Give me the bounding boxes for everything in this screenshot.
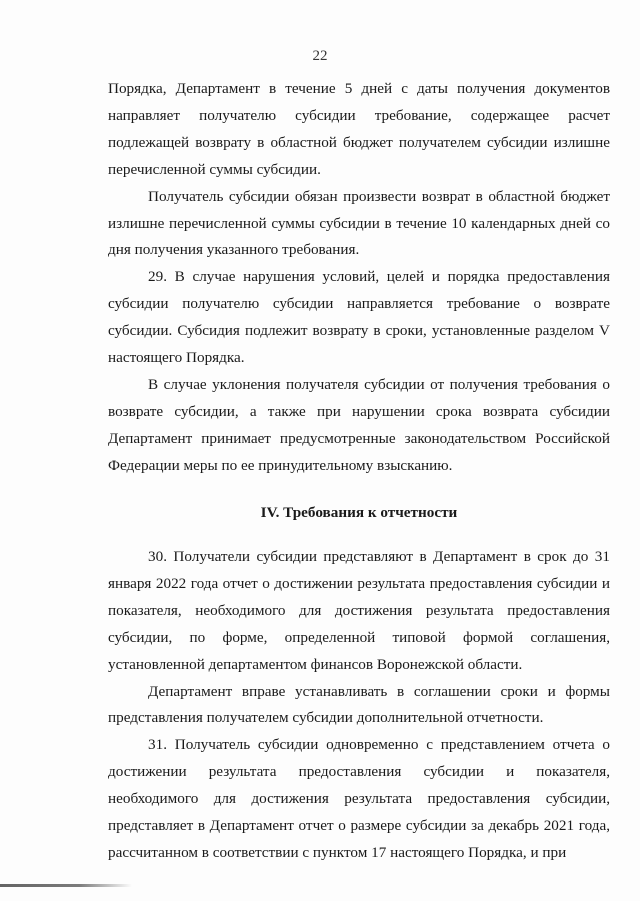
section-heading: IV. Требования к отчетности (260, 504, 458, 521)
paragraph: Департамент вправе устанавливать в соглашении сроки и формы представления получателем субсидии дополнительной отчетности. (108, 682, 610, 727)
page-number: 22 (312, 48, 328, 64)
paragraph: 31. Получатель субсидии одновременно с представлением отчета о достижении результата предоставления субсидии и показателя, необходимого для достижения результата предоставления субсидии, представляет в Департамент отчет о размере субсидии за декабрь 2021 года, рассчитанном в соответствии с пунктом 17 настоящего Порядка, и при (108, 736, 610, 861)
text-block-bottom (108, 544, 610, 867)
paragraph: 30. Получатели субсидии представляют в Департамент в срок до 31 января 2022 года отчет о достижении результата предоставления субсидии и показателя, необходимого для достижения результата предоставления субсидии, по форме, определенной типовой формой соглашения, установленной департаментом финансов Воронежской области. (108, 548, 610, 673)
scan-edge-mark (0, 884, 132, 887)
paragraph: В случае уклонения получателя субсидии от получения требования о возврате субсидии, а также при нарушении срока возврата субсидии Департамент принимает предусмотренные законодательством Российской Федерации меры по ее принудительному взысканию. (108, 375, 610, 474)
paragraph: Порядка, Департамент в течение 5 дней с даты получения документов направляет получателю субсидии требование, содержащее расчет подлежащей возврату в областной бюджет получателем субсидии излишне перечисленной суммы субсидии. (108, 80, 610, 178)
paragraph: 29. В случае нарушения условий, целей и порядка предоставления субсидии получателю субсидии направляется требование о возврате субсидии. Субсидия подлежит возврату в сроки, установленные разделом V настоящего Порядка. (108, 268, 610, 367)
text-block-top (108, 76, 610, 480)
paragraph: Получатель субсидии обязан произвести возврат в областной бюджет излишне перечисленной суммы субсидии в течение 10 календарных дней со дня получения указанного требования. (108, 187, 610, 259)
